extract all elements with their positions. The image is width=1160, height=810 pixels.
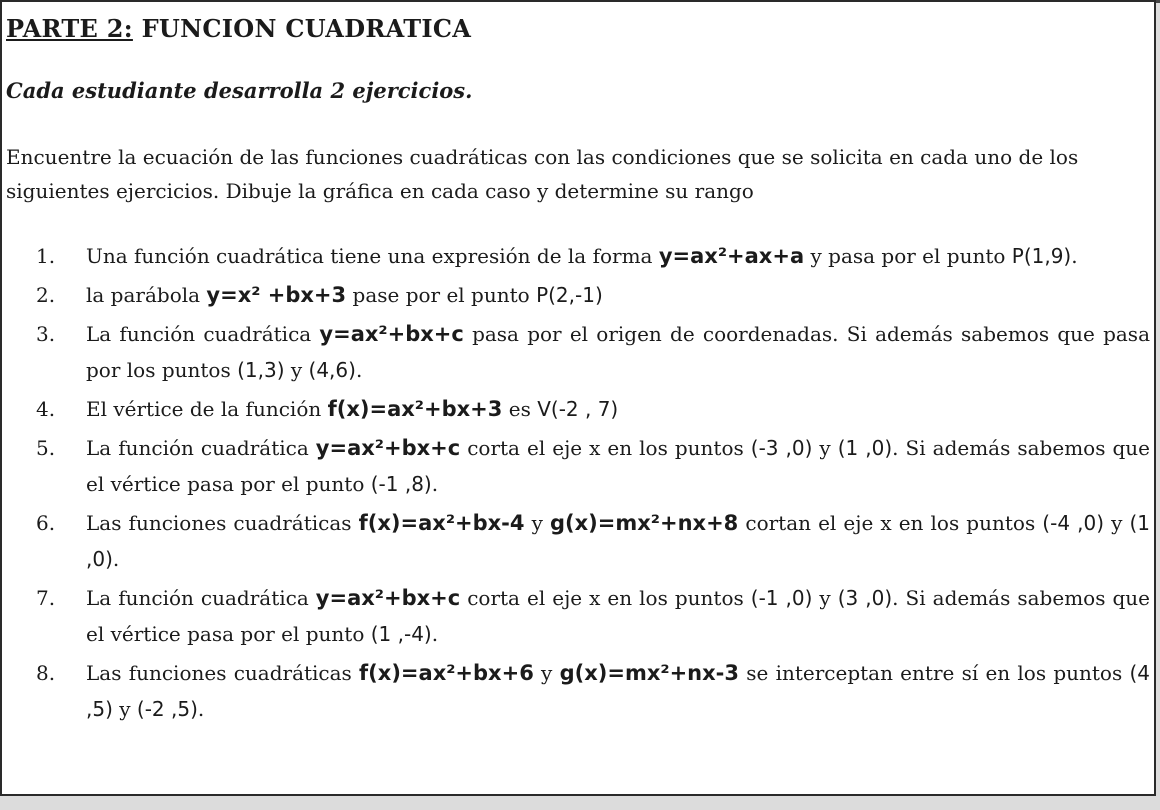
exercise-text: y [812,436,838,460]
exercise-text: y [1104,511,1130,535]
point: V(-2 , 7) [537,397,619,421]
exercise-text: . [197,697,205,721]
point: P(1,9) [1011,244,1072,268]
exercise-text: y [524,511,550,535]
equation: y=ax²+ax+a [658,244,805,268]
exercise-item-8 [2,655,1150,727]
exercise-number: 5. [36,436,56,460]
equation: y=ax²+bx+c [315,436,461,460]
exercise-number: 6. [36,511,56,535]
exercise-text: y [284,358,309,382]
equation: y=ax²+bx+c [315,586,461,610]
point: (-1 ,8) [370,472,432,496]
exercise-text: cortan el eje x en los puntos [738,511,1043,535]
section-title-text: FUNCION CUADRATICA [132,14,472,43]
exercise-text: es [502,397,538,421]
section-title-label: PARTE 2: [6,14,133,43]
point: (1 ,0) [837,436,893,460]
equation: g(x)=mx²+nx+8 [549,511,739,535]
exercise-text: . [1071,244,1078,268]
equation: g(x)=mx²+nx-3 [559,661,740,685]
exercise-text: y pasa por el punto [804,244,1012,268]
exercise-text: pase por el punto [346,283,537,307]
point: (4,6) [308,358,356,382]
exercise-text: . [355,358,363,382]
exercise-text: . [431,622,439,646]
exercise-text: se interceptan entre sí en los puntos [739,661,1130,685]
exercise-number: 2. [36,283,56,307]
exercise-list [2,238,1150,730]
exercise-text: El vértice de la función [86,397,328,421]
point: (3 ,0) [837,586,893,610]
exercise-number: 1. [36,244,56,268]
exercise-item-5 [2,430,1150,502]
point: (-2 ,5) [136,697,198,721]
point: (-3 ,0) [750,436,813,460]
exercise-item-4 [2,391,1150,427]
exercise-text: . Si además sabemos que el vértice pasa por el punto [86,586,1150,646]
exercise-text: pasa por el origen de coordenadas. Si además sabemos que pasa por los puntos [86,322,1150,382]
exercise-number: 3. [36,322,56,346]
exercise-text: corta el eje x en los puntos [460,436,751,460]
point: (4 ,5) [86,661,1150,721]
exercise-text: La función cuadrática [86,586,316,610]
instructions-subtitle: Cada estudiante desarrolla 2 ejercicios. [6,78,473,103]
exercise-text: . [431,472,439,496]
intro-paragraph: Encuentre la ecuación de las funciones cuadráticas con las condiciones que se solicita en cada uno de los siguientes ejercicios. Dibuje la gráfica en cada caso y determine su rango [6,145,1079,203]
point: (1 ,-4) [370,622,432,646]
exercise-text: y [112,697,137,721]
exercise-text: La función cuadrática [86,436,316,460]
equation: f(x)=ax²+bx-4 [358,511,525,535]
equation: f(x)=ax²+bx+3 [327,397,503,421]
exercise-text: y [812,586,838,610]
exercise-text: . [112,547,120,571]
exercise-item-7 [2,580,1150,652]
exercise-text: Una función cuadrática tiene una expresión de la forma [86,244,659,268]
point: P(2,-1) [536,283,603,307]
exercise-number: 7. [36,586,56,610]
exercise-text: Las funciones cuadráticas [86,511,359,535]
exercise-text: Las funciones cuadráticas [86,661,360,685]
equation: y=ax²+bx+c [319,322,464,346]
point: (-1 ,0) [750,586,813,610]
exercise-text: corta el eje x en los puntos [460,586,751,610]
exercise-text: La función cuadrática [86,322,320,346]
exercise-number: 8. [36,661,56,685]
section-title [6,14,471,43]
exercise-number: 4. [36,397,56,421]
exercise-text: . Si además sabemos que el vértice pasa por el punto [86,436,1150,496]
exercise-item-2 [2,277,1150,313]
exercise-text: la parábola [86,283,207,307]
equation: f(x)=ax²+bx+6 [359,661,534,685]
exercise-item-3 [2,316,1150,388]
point: (-4 ,0) [1042,511,1105,535]
exercise-item-6 [2,505,1150,577]
point: (1 ,0) [86,511,1151,571]
exercise-item-1 [2,238,1150,274]
exercise-text: y [533,661,560,685]
equation: y=x² +bx+3 [206,283,347,307]
point: (1,3) [237,358,285,382]
